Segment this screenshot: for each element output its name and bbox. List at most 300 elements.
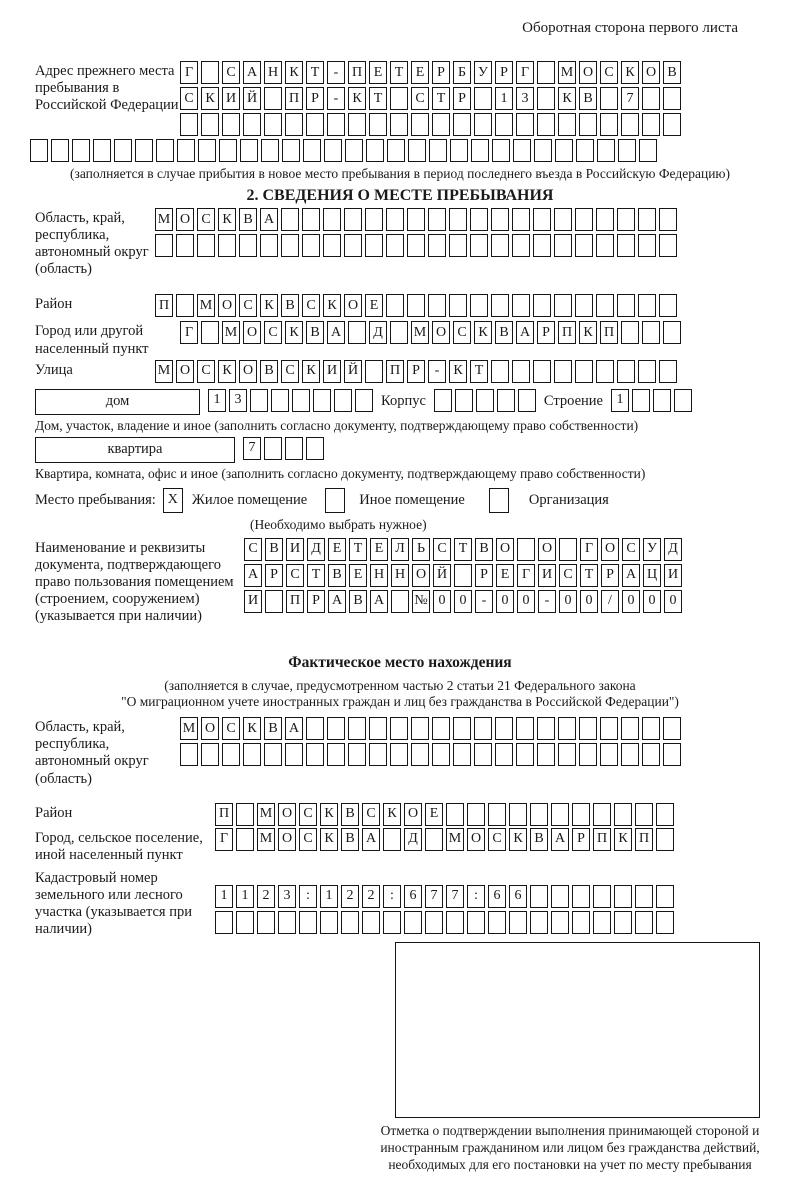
char-cell[interactable] [495,743,513,766]
char-cell[interactable] [341,911,359,934]
char-cell[interactable] [656,885,674,908]
char-cell[interactable]: А [370,590,388,613]
char-cell[interactable] [198,139,216,162]
char-cell[interactable]: А [551,828,569,851]
char-cell[interactable] [156,139,174,162]
char-cell[interactable] [635,803,653,826]
char-cell[interactable] [656,911,674,934]
char-cell[interactable] [306,113,324,136]
char-cell[interactable]: 6 [488,885,506,908]
char-cell[interactable]: Г [215,828,233,851]
char-cell[interactable] [663,113,681,136]
char-cell[interactable] [518,389,536,412]
char-cell[interactable]: 0 [517,590,535,613]
char-cell[interactable]: В [530,828,548,851]
char-cell[interactable] [428,294,446,317]
char-cell[interactable]: : [467,885,485,908]
char-cell[interactable] [497,389,515,412]
char-cell[interactable]: 0 [643,590,661,613]
char-cell[interactable]: И [664,564,682,587]
char-cell[interactable] [407,208,425,231]
char-cell[interactable] [434,389,452,412]
char-cell[interactable] [432,717,450,740]
char-cell[interactable] [425,828,443,851]
char-cell[interactable] [323,234,341,257]
char-cell[interactable]: 7 [425,885,443,908]
char-cell[interactable] [391,590,409,613]
char-cell[interactable]: И [538,564,556,587]
char-cell[interactable]: 1 [208,389,226,412]
char-cell[interactable] [617,234,635,257]
char-cell[interactable]: В [260,360,278,383]
char-cell[interactable] [302,234,320,257]
char-cell[interactable]: 2 [341,885,359,908]
char-cell[interactable]: О [176,360,194,383]
char-cell[interactable] [554,360,572,383]
char-cell[interactable] [488,803,506,826]
char-cell[interactable] [176,234,194,257]
char-cell[interactable]: П [285,87,303,110]
char-cell[interactable] [476,389,494,412]
char-cell[interactable]: К [201,87,219,110]
char-cell[interactable]: С [299,828,317,851]
char-cell[interactable] [614,803,632,826]
char-cell[interactable]: 2 [257,885,275,908]
char-cell[interactable]: Й [344,360,362,383]
char-cell[interactable] [533,208,551,231]
char-cell[interactable]: О [239,360,257,383]
char-cell[interactable] [597,139,615,162]
char-cell[interactable]: О [496,538,514,561]
char-cell[interactable]: 7 [621,87,639,110]
char-cell[interactable]: С [244,538,262,561]
char-cell[interactable] [614,885,632,908]
char-cell[interactable] [348,113,366,136]
char-cell[interactable]: А [622,564,640,587]
char-cell[interactable]: О [218,294,236,317]
char-cell[interactable] [449,208,467,231]
char-cell[interactable] [621,113,639,136]
char-cell[interactable] [450,139,468,162]
char-cell[interactable]: Т [306,61,324,84]
char-cell[interactable] [432,743,450,766]
char-cell[interactable]: О [278,803,296,826]
char-cell[interactable] [632,389,650,412]
char-cell[interactable]: Г [516,61,534,84]
char-cell[interactable] [344,208,362,231]
char-cell[interactable]: Ь [412,538,430,561]
char-cell[interactable]: Е [369,61,387,84]
char-cell[interactable]: 0 [496,590,514,613]
char-cell[interactable] [264,113,282,136]
char-cell[interactable] [530,911,548,934]
char-cell[interactable]: 3 [278,885,296,908]
char-cell[interactable] [250,389,268,412]
stay-type-checkbox-organization[interactable] [489,488,509,513]
char-cell[interactable] [320,911,338,934]
char-cell[interactable] [579,743,597,766]
char-cell[interactable] [285,437,303,460]
char-cell[interactable] [467,803,485,826]
char-cell[interactable] [334,389,352,412]
char-cell[interactable]: К [383,803,401,826]
char-cell[interactable] [554,294,572,317]
char-cell[interactable] [638,208,656,231]
char-cell[interactable] [559,538,577,561]
char-cell[interactable]: 0 [454,590,472,613]
char-cell[interactable] [306,743,324,766]
char-cell[interactable] [638,294,656,317]
char-cell[interactable]: В [306,321,324,344]
char-cell[interactable] [369,717,387,740]
char-cell[interactable]: А [244,564,262,587]
char-cell[interactable] [197,234,215,257]
char-cell[interactable]: Й [243,87,261,110]
char-cell[interactable]: М [411,321,429,344]
char-cell[interactable] [600,717,618,740]
char-cell[interactable] [600,743,618,766]
char-cell[interactable] [642,321,660,344]
char-cell[interactable] [243,743,261,766]
char-cell[interactable] [454,564,472,587]
char-cell[interactable] [474,87,492,110]
char-cell[interactable]: И [286,538,304,561]
char-cell[interactable]: Т [390,61,408,84]
char-cell[interactable] [449,294,467,317]
char-cell[interactable]: П [386,360,404,383]
char-cell[interactable]: О [538,538,556,561]
char-cell[interactable] [155,234,173,257]
char-cell[interactable]: К [320,828,338,851]
char-cell[interactable] [404,911,422,934]
char-cell[interactable]: - [327,87,345,110]
char-cell[interactable]: 3 [516,87,534,110]
char-cell[interactable] [533,234,551,257]
char-cell[interactable] [533,360,551,383]
char-cell[interactable] [407,294,425,317]
char-cell[interactable]: Т [432,87,450,110]
char-cell[interactable] [491,360,509,383]
char-cell[interactable] [369,743,387,766]
char-cell[interactable] [579,113,597,136]
char-cell[interactable] [516,743,534,766]
char-cell[interactable] [642,717,660,740]
char-cell[interactable] [663,87,681,110]
char-cell[interactable]: И [323,360,341,383]
char-cell[interactable]: Е [328,538,346,561]
char-cell[interactable]: Р [307,590,325,613]
char-cell[interactable]: К [348,87,366,110]
char-cell[interactable] [474,717,492,740]
char-cell[interactable] [575,208,593,231]
char-cell[interactable] [30,139,48,162]
char-cell[interactable]: М [257,803,275,826]
char-cell[interactable]: 1 [215,885,233,908]
char-cell[interactable] [383,828,401,851]
char-cell[interactable] [265,590,283,613]
char-cell[interactable]: Д [664,538,682,561]
char-cell[interactable] [534,139,552,162]
char-cell[interactable]: М [155,360,173,383]
char-cell[interactable] [621,321,639,344]
stay-type-checkbox-residential[interactable]: X [163,488,183,513]
char-cell[interactable]: К [509,828,527,851]
char-cell[interactable]: В [265,538,283,561]
char-cell[interactable]: С [362,803,380,826]
char-cell[interactable]: 2 [362,885,380,908]
char-cell[interactable] [551,885,569,908]
char-cell[interactable] [355,389,373,412]
char-cell[interactable] [222,113,240,136]
char-cell[interactable] [327,743,345,766]
char-cell[interactable]: П [635,828,653,851]
char-cell[interactable]: 1 [495,87,513,110]
char-cell[interactable]: О [278,828,296,851]
char-cell[interactable] [429,139,447,162]
char-cell[interactable]: Г [517,564,535,587]
char-cell[interactable]: К [323,294,341,317]
char-cell[interactable]: 1 [320,885,338,908]
char-cell[interactable] [572,885,590,908]
char-cell[interactable] [537,87,555,110]
char-cell[interactable] [516,113,534,136]
char-cell[interactable]: О [201,717,219,740]
char-cell[interactable]: Л [391,538,409,561]
char-cell[interactable]: П [593,828,611,851]
char-cell[interactable]: 0 [559,590,577,613]
char-cell[interactable]: Е [411,61,429,84]
char-cell[interactable] [236,911,254,934]
char-cell[interactable] [411,743,429,766]
char-cell[interactable]: 0 [580,590,598,613]
char-cell[interactable] [663,717,681,740]
char-cell[interactable] [533,294,551,317]
char-cell[interactable]: - [428,360,446,383]
char-cell[interactable] [596,294,614,317]
char-cell[interactable]: М [197,294,215,317]
char-cell[interactable] [236,803,254,826]
char-cell[interactable] [411,113,429,136]
char-cell[interactable] [302,208,320,231]
char-cell[interactable]: К [474,321,492,344]
char-cell[interactable]: 7 [243,437,261,460]
char-cell[interactable]: У [643,538,661,561]
char-cell[interactable] [558,717,576,740]
char-cell[interactable] [344,234,362,257]
char-cell[interactable]: Г [180,61,198,84]
char-cell[interactable]: П [215,803,233,826]
char-cell[interactable] [491,208,509,231]
char-cell[interactable] [512,360,530,383]
char-cell[interactable]: В [341,803,359,826]
char-cell[interactable] [365,360,383,383]
char-cell[interactable] [537,113,555,136]
char-cell[interactable] [278,911,296,934]
char-cell[interactable] [449,234,467,257]
char-cell[interactable]: : [299,885,317,908]
char-cell[interactable]: С [264,321,282,344]
char-cell[interactable] [306,717,324,740]
char-cell[interactable] [201,61,219,84]
char-cell[interactable] [512,234,530,257]
char-cell[interactable]: К [621,61,639,84]
stay-type-checkbox-other-premises[interactable] [325,488,345,513]
char-cell[interactable]: В [349,590,367,613]
char-cell[interactable] [621,717,639,740]
char-cell[interactable] [292,389,310,412]
char-cell[interactable] [512,208,530,231]
char-cell[interactable]: В [264,717,282,740]
char-cell[interactable] [407,234,425,257]
char-cell[interactable]: А [285,717,303,740]
char-cell[interactable]: К [218,208,236,231]
char-cell[interactable] [425,911,443,934]
char-cell[interactable]: Й [433,564,451,587]
char-cell[interactable]: О [176,208,194,231]
char-cell[interactable]: Е [425,803,443,826]
char-cell[interactable] [72,139,90,162]
char-cell[interactable] [177,139,195,162]
char-cell[interactable]: С [281,360,299,383]
char-cell[interactable] [201,321,219,344]
char-cell[interactable] [327,113,345,136]
char-cell[interactable] [491,294,509,317]
char-cell[interactable] [579,717,597,740]
char-cell[interactable] [621,743,639,766]
char-cell[interactable] [635,911,653,934]
char-cell[interactable] [176,294,194,317]
char-cell[interactable] [387,139,405,162]
char-cell[interactable] [537,61,555,84]
char-cell[interactable]: М [446,828,464,851]
char-cell[interactable] [492,139,510,162]
char-cell[interactable] [474,113,492,136]
char-cell[interactable] [600,87,618,110]
char-cell[interactable] [470,294,488,317]
char-cell[interactable] [390,321,408,344]
char-cell[interactable] [264,743,282,766]
char-cell[interactable] [470,234,488,257]
char-cell[interactable] [386,234,404,257]
char-cell[interactable] [659,360,677,383]
char-cell[interactable]: В [475,538,493,561]
char-cell[interactable] [575,360,593,383]
char-cell[interactable]: С [239,294,257,317]
char-cell[interactable]: 1 [236,885,254,908]
char-cell[interactable]: Г [180,321,198,344]
char-cell[interactable]: Р [601,564,619,587]
char-cell[interactable]: К [218,360,236,383]
char-cell[interactable] [530,803,548,826]
char-cell[interactable]: П [286,590,304,613]
char-cell[interactable] [201,743,219,766]
char-cell[interactable] [470,208,488,231]
char-cell[interactable] [467,911,485,934]
char-cell[interactable]: В [663,61,681,84]
char-cell[interactable] [345,139,363,162]
char-cell[interactable]: Д [404,828,422,851]
char-cell[interactable]: С [197,360,215,383]
char-cell[interactable]: К [243,717,261,740]
char-cell[interactable]: В [239,208,257,231]
char-cell[interactable]: / [601,590,619,613]
char-cell[interactable] [642,743,660,766]
char-cell[interactable]: Р [432,61,450,84]
char-cell[interactable] [366,139,384,162]
char-cell[interactable]: М [155,208,173,231]
char-cell[interactable] [509,803,527,826]
char-cell[interactable] [264,437,282,460]
char-cell[interactable] [653,389,671,412]
char-cell[interactable]: М [558,61,576,84]
char-cell[interactable] [617,360,635,383]
char-cell[interactable] [596,234,614,257]
char-cell[interactable] [215,911,233,934]
char-cell[interactable]: О [404,803,422,826]
char-cell[interactable]: В [495,321,513,344]
char-cell[interactable]: К [614,828,632,851]
char-cell[interactable] [135,139,153,162]
char-cell[interactable]: Р [572,828,590,851]
char-cell[interactable] [222,743,240,766]
char-cell[interactable]: О [467,828,485,851]
char-cell[interactable]: О [579,61,597,84]
char-cell[interactable] [260,234,278,257]
char-cell[interactable]: П [348,61,366,84]
char-cell[interactable] [600,113,618,136]
char-cell[interactable] [285,743,303,766]
char-cell[interactable] [390,717,408,740]
char-cell[interactable]: Д [369,321,387,344]
char-cell[interactable] [411,717,429,740]
char-cell[interactable] [642,113,660,136]
char-cell[interactable] [572,911,590,934]
char-cell[interactable] [240,139,258,162]
char-cell[interactable] [495,113,513,136]
char-cell[interactable] [554,208,572,231]
char-cell[interactable] [271,389,289,412]
char-cell[interactable]: 3 [229,389,247,412]
char-cell[interactable] [491,234,509,257]
char-cell[interactable]: А [260,208,278,231]
char-cell[interactable]: Н [391,564,409,587]
char-cell[interactable]: О [601,538,619,561]
char-cell[interactable] [455,389,473,412]
char-cell[interactable]: У [474,61,492,84]
char-cell[interactable] [446,911,464,934]
char-cell[interactable]: В [281,294,299,317]
char-cell[interactable] [638,234,656,257]
char-cell[interactable] [348,717,366,740]
char-cell[interactable]: О [642,61,660,84]
char-cell[interactable] [257,911,275,934]
char-cell[interactable]: 6 [509,885,527,908]
char-cell[interactable]: В [328,564,346,587]
char-cell[interactable] [642,87,660,110]
char-cell[interactable]: С [453,321,471,344]
char-cell[interactable] [495,717,513,740]
char-cell[interactable]: Е [349,564,367,587]
char-cell[interactable] [285,113,303,136]
char-cell[interactable]: Р [475,564,493,587]
char-cell[interactable] [537,743,555,766]
char-cell[interactable]: К [285,321,303,344]
char-cell[interactable] [201,113,219,136]
char-cell[interactable]: Г [580,538,598,561]
char-cell[interactable] [180,113,198,136]
char-cell[interactable] [348,743,366,766]
char-cell[interactable] [663,743,681,766]
